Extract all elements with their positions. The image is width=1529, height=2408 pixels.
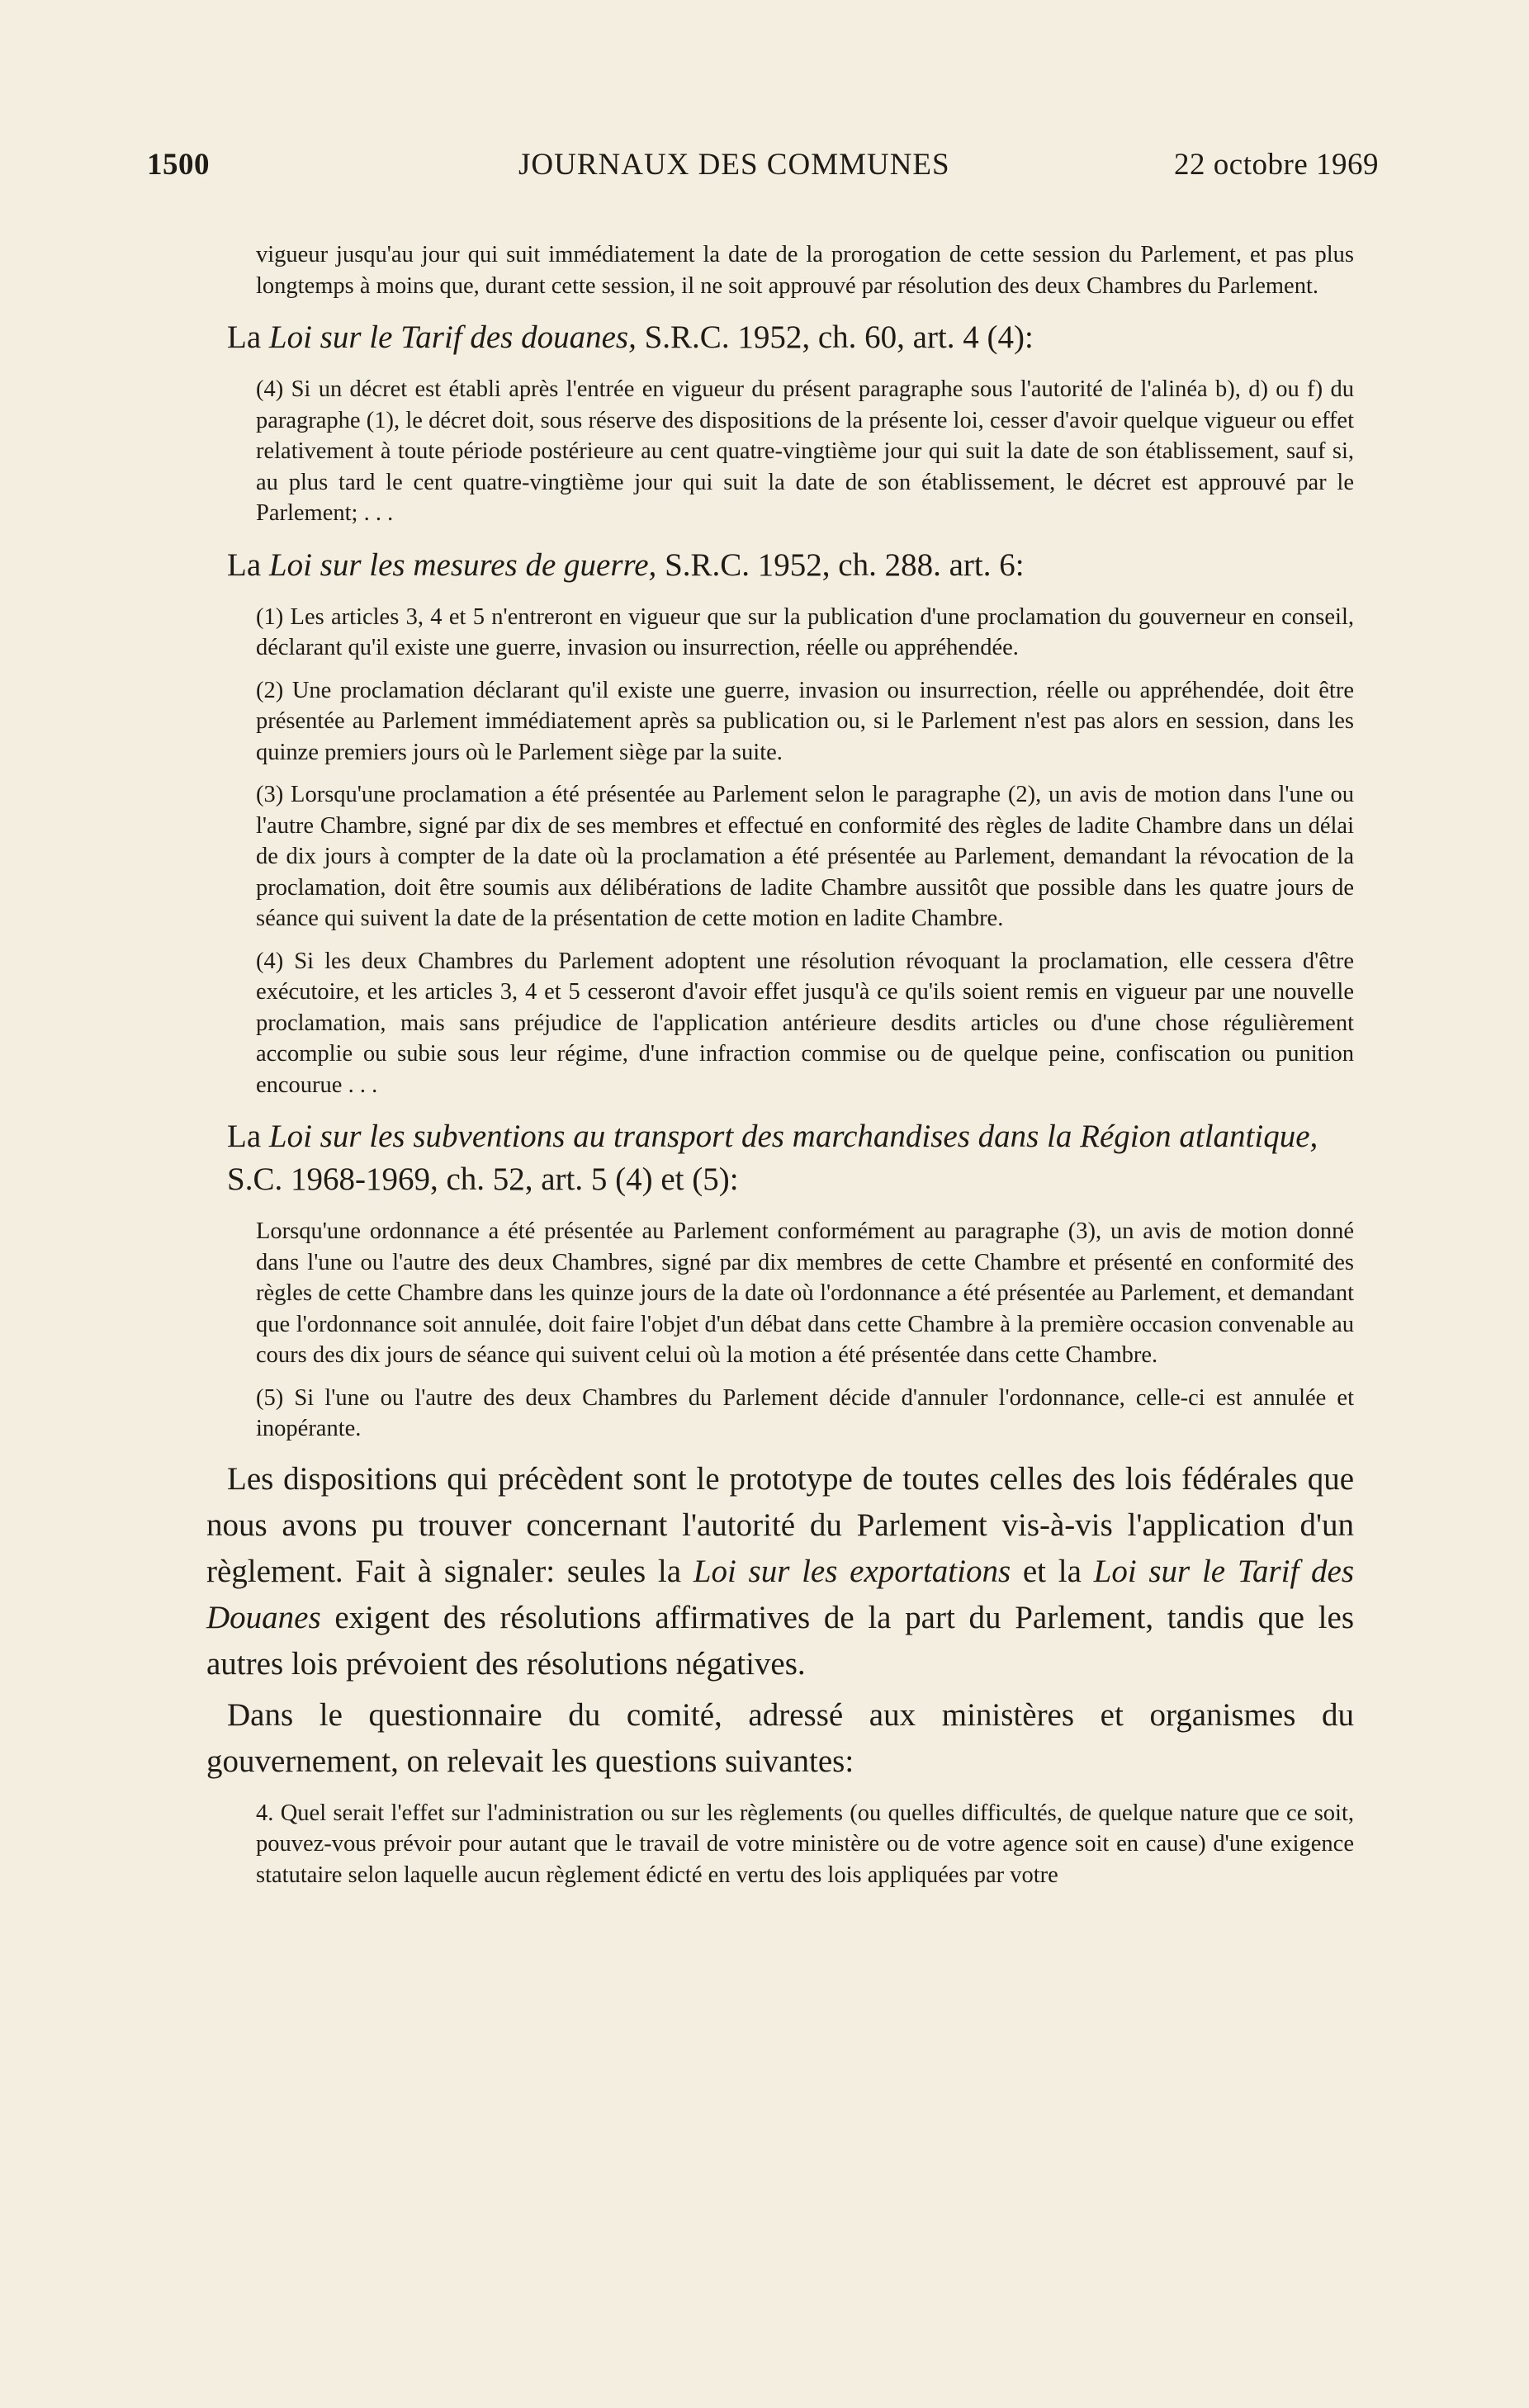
quote-tarif-4: (4) Si un décret est établi après l'entrée en vigueur du présent paragraphe sous l'autorité de l'alinéa b), d) ou f) du paragraphe (1), le décret doit, sous réserve des dispositions de la présente loi, cesser d'avoir quelque vigueur ou effet relativement à toute période postérieure au cent quatre-vingtième jour qui suit la date de son établissement, sauf si, au plus tard le cent quatre-vingtième jour qui suit la date de son établissement, le décret est approuvé par le Parlement; . . . <box>256 376 1354 526</box>
quote-guerre-3: (3) Lorsqu'une proclamation a été présentée au Parlement selon le paragraphe (2), un avis de motion dans l'une ou l'autre Chambre, signé par dix de ses membres et effectué en conformité des règles de ladite Chambre dans un délai de dix jours à compter de la date où la proclamation a été présentée au Parlement, demandant la révocation de la proclamation, doit être soumis aux délibérations de ladite Chambre aussitôt que possible dans les quatre jours de séance qui suivent la date de la présentation de cette motion en ladite Chambre. <box>256 782 1354 931</box>
quote-guerre-1: (1) Les articles 3, 4 et 5 n'entreront en vigueur que sur la publication d'une proclamation du gouverneur en conseil, déclarant qu'il existe une guerre, invasion ou insurrection, réelle ou appréhendée. <box>256 603 1354 660</box>
quote-guerre-4: (4) Si les deux Chambres du Parlement adoptent une résolution révoquant la proclamation, elle cessera d'être exécutoire, et les articles 3, 4 et 5 cesseront d'avoir effet jusqu'à ce qu'ils soient remis en vigueur par une nouvelle proclamation, mais sans préjudice de l'application antérieure desdits articles ou d'une chose régulièrement accomplie ou subie sous leur régime, d'une infraction commise ou de quelque peine, confiscation ou punition encourue . . . <box>256 948 1354 1098</box>
source-reference: S.R.C. 1952, ch. 60, art. 4 (4): <box>636 319 1034 355</box>
source-prefix: La <box>227 1119 269 1154</box>
source-reference: S.R.C. 1952, ch. 288. art. 6: <box>656 546 1025 583</box>
body-text: Les dispositions qui précèdent sont le prototype de toutes celles des lois fédérales que nous avons pu trouver concernant l'autorité du Parlement vis-à-vis l'application d'un règlement. Fait à signaler: seules la <box>206 1460 1354 1589</box>
journal-title: JOURNAUX DES COMMUNES <box>518 148 950 182</box>
source-title: Loi sur le Tarif des douanes, <box>268 319 637 355</box>
body-text: exigent des résolutions affirmatives de la part du Parlement, tandis que les autres lois prévoient des résolutions négatives. <box>206 1599 1354 1682</box>
source-title: Loi sur les mesures de guerre, <box>268 546 657 583</box>
source-subventions-transport <box>227 1115 1354 1201</box>
quote-subventions-4: Lorsqu'une ordonnance a été présentée au Parlement conformément au paragraphe (3), un avis de motion donné dans l'une ou l'autre des deux Chambres, signé par dix membres de cette Chambre et présenté en conformité des règles de cette Chambre dans les quinze jours de la date où l'ordonnance a été présentée au Parlement, et demandant que l'ordonnance soit annulée, doit faire l'objet d'un débat dans cette Chambre à la première occasion convenable au cours des dix jours de séance qui suivent celui où la motion a été présentée dans cette Chambre. <box>256 1218 1354 1368</box>
source-prefix: La <box>227 319 269 355</box>
quote-question-4: 4. Quel serait l'effet sur l'administration ou sur les règlements (ou quelles difficultés, de quelque nature que ce soit, pouvez-vous prévoir pour autant que le travail de votre ministère ou de votre agence soit en cause) d'une exigence statutaire selon laquelle aucun règlement édicté en vertu des lois appliquées par votre <box>256 1800 1354 1888</box>
issue-date: 22 octobre 1969 <box>1174 148 1379 182</box>
source-reference: S.C. 1968-1969, ch. 52, art. 5 (4) et (5): <box>227 1161 739 1197</box>
quote-intro: vigueur jusqu'au jour qui suit immédiatement la date de la prorogation de cette session du Parlement, et pas plus longtemps à moins que, durant cette session, il ne soit approuvé par résolution des deux Chambres du Parlement. <box>256 242 1354 299</box>
source-prefix: La <box>227 546 269 583</box>
page-content <box>206 239 1354 1902</box>
source-mesures-guerre <box>227 544 1354 587</box>
law-title: Loi sur les exportations <box>693 1553 1011 1589</box>
quote-subventions-5: (5) Si l'une ou l'autre des deux Chambres du Parlement décide d'annuler l'ordonnance, celle-ci est annulée et inopérante. <box>256 1384 1354 1441</box>
body-text: et la <box>1011 1553 1094 1589</box>
page-number: 1500 <box>147 148 210 182</box>
law-title: Loi sur le Tarif des Douanes <box>206 1553 1355 1635</box>
source-title: Loi sur les subventions au transport des marchandises dans la Région atlantique, <box>268 1119 1318 1154</box>
body-paragraph-prototype <box>206 1456 1354 1687</box>
quote-guerre-2: (2) Une proclamation déclarant qu'il existe une guerre, invasion ou insurrection, réelle ou appréhendée, doit être présentée au Parlement immédiatement après sa publication ou, si le Parlement n'est pas alors en session, dans les quinze premiers jours où le Parlement siège par la suite. <box>256 677 1354 765</box>
body-paragraph-questionnaire: Dans le questionnaire du comité, adressé aux ministères et organismes du gouvernement, on relevait les questions suivantes: <box>206 1696 1354 1779</box>
source-tarif-douanes <box>227 316 1354 359</box>
page-header <box>147 140 1379 190</box>
